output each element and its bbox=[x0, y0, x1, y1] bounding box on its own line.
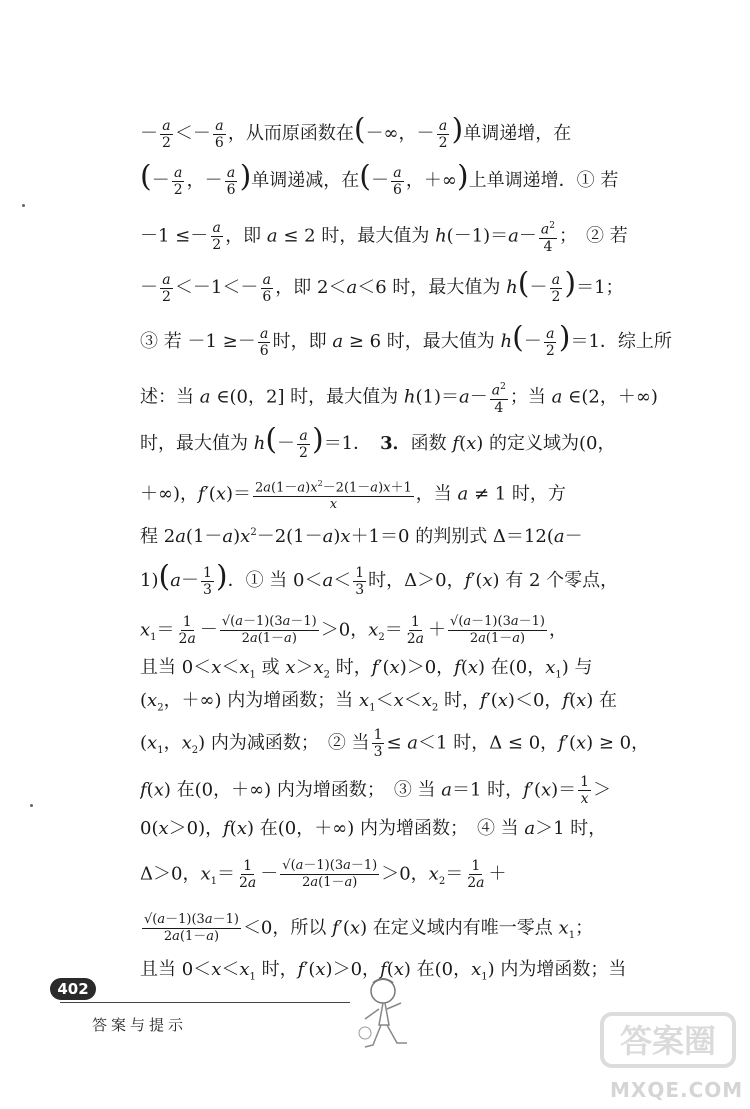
text-line-14: ($x_1$，$x_2$) 内为减函数； ② 当 $\frac{1}{3}$ ≤ a＜1 时，Δ ≤ 0，f′(x) ≥ 0， bbox=[140, 727, 650, 760]
text-line-5: ③ 若 －1 ≥－ $\frac{a}{6}$ 时，即 a ≥ 6 时，最大值为 h(－ $\frac{a}{2}$ )＝1．综上所 bbox=[140, 325, 672, 359]
mascot-figure-icon bbox=[345, 975, 425, 1055]
text-line-19: 且当 $0<x<x_1$ 时，f′(x)＞0，f(x) 在(0，$x_1$) 内为增函数；当 bbox=[140, 959, 627, 983]
svg-text:答案圈: 答案圈 bbox=[619, 1022, 717, 1060]
text-line-10: 1)(a－ $\frac{1}{3}$ )．① 当 0＜a＜ $\frac{1}{3}$ 时，Δ＞0，f′(x) 有 2 个零点， bbox=[140, 564, 619, 598]
text-line-18: $\frac{√(a-1)(3a-1)}{2a(1-a)}$ ＜0，所以 f′(x) 在定义域内有唯一零点 $x_1$； bbox=[144, 912, 594, 944]
text-line-12: 且当 $0<x<x_1$ 或 $x>x_2$ 时，f′(x)＞0，f(x) 在(0，$x_1$) 与 bbox=[140, 657, 593, 681]
text-line-13: ($x_2$，＋∞) 内为增函数；当 $x_1<x<x_2$ 时，f′(x)＜0，f(x) 在 bbox=[140, 690, 618, 714]
text-line-15: f(x) 在(0，＋∞) 内为增函数； ③ 当 a＝1 时，f′(x)＝ $\frac{1}{x}$ ＞ bbox=[140, 774, 612, 807]
text-line-4: － $\frac{a}{2}$ ＜－1＜－ $\frac{a}{6}$ ，即 2＜a＜6 时，最大值为 h(－ $\frac{a}{2}$ )＝1； bbox=[140, 271, 624, 305]
watermark-logo-icon bbox=[598, 1000, 738, 1078]
footer-rule bbox=[60, 1002, 350, 1003]
page-number: 402 bbox=[57, 980, 89, 998]
text-line-3: －1 ≤－ $\frac{a}{2}$ ，即 a ≤ 2 时，最大值为 h(－1)＝a－ $\frac{a^2}{4}$ ； ② 若 bbox=[140, 219, 628, 255]
scan-speck bbox=[22, 204, 25, 207]
text-line-11: $x_1=$ $\frac{1}{2a}$ － $\frac{√(a-1)(3a-1)}{2a(1-a)}$ ＞0，$x_2=$ $\frac{1}{2a}$ ＋ $\frac{√(a-1)(3a-1)}{2a(1-a)}$ ， bbox=[140, 614, 567, 647]
scan-speck bbox=[30, 804, 33, 807]
text-line-2: (－ $\frac{a}{2}$ ，－ $\frac{a}{6}$ )单调递减，在(－ $\frac{a}{6}$ ，＋∞)上单调递增．① 若 bbox=[140, 164, 619, 198]
text-line-17: Δ＞0，$x_1=$ $\frac{1}{2a}$ － $\frac{√(a-1)(3a-1)}{2a(1-a)}$ ＞0，$x_2=$ $\frac{1}{2a}$ ＋ bbox=[140, 858, 507, 891]
text-line-9: 程 $2a(1-a)x^2-2(1-a)x+1=0$ 的判别式 Δ＝12(a－ bbox=[140, 526, 583, 547]
text-line-6: 述：当 a ∈(0，2] 时，最大值为 h(1)＝a－ $\frac{a^2}{4}$ ；当 a ∈(2，＋∞) bbox=[140, 379, 685, 416]
text-line-7: 时，最大值为 h(－ $\frac{a}{2}$ )＝1． 3．函数 f(x) 的定义域为(0， bbox=[140, 427, 616, 461]
text-line-8: ＋∞)，f′(x)＝ $\frac{2a(1-a)x^2-2(1-a)x+1}{x}$ ，当 a ≠ 1 时，方 bbox=[140, 476, 685, 513]
section-label: 答案与提示 bbox=[92, 1016, 188, 1034]
page-number-badge bbox=[50, 978, 96, 1000]
text-line-1: － $\frac{a}{2}$ ＜－ $\frac{a}{6}$ ，从而原函数在(－∞，－ $\frac{a}{2}$ )单调递增，在 bbox=[140, 117, 572, 151]
watermark-text: MXQE.COM bbox=[610, 1078, 744, 1102]
text-line-16: 0(x＞0)，f(x) 在(0，＋∞) 内为增函数； ④ 当 a＞1 时， bbox=[140, 818, 607, 839]
